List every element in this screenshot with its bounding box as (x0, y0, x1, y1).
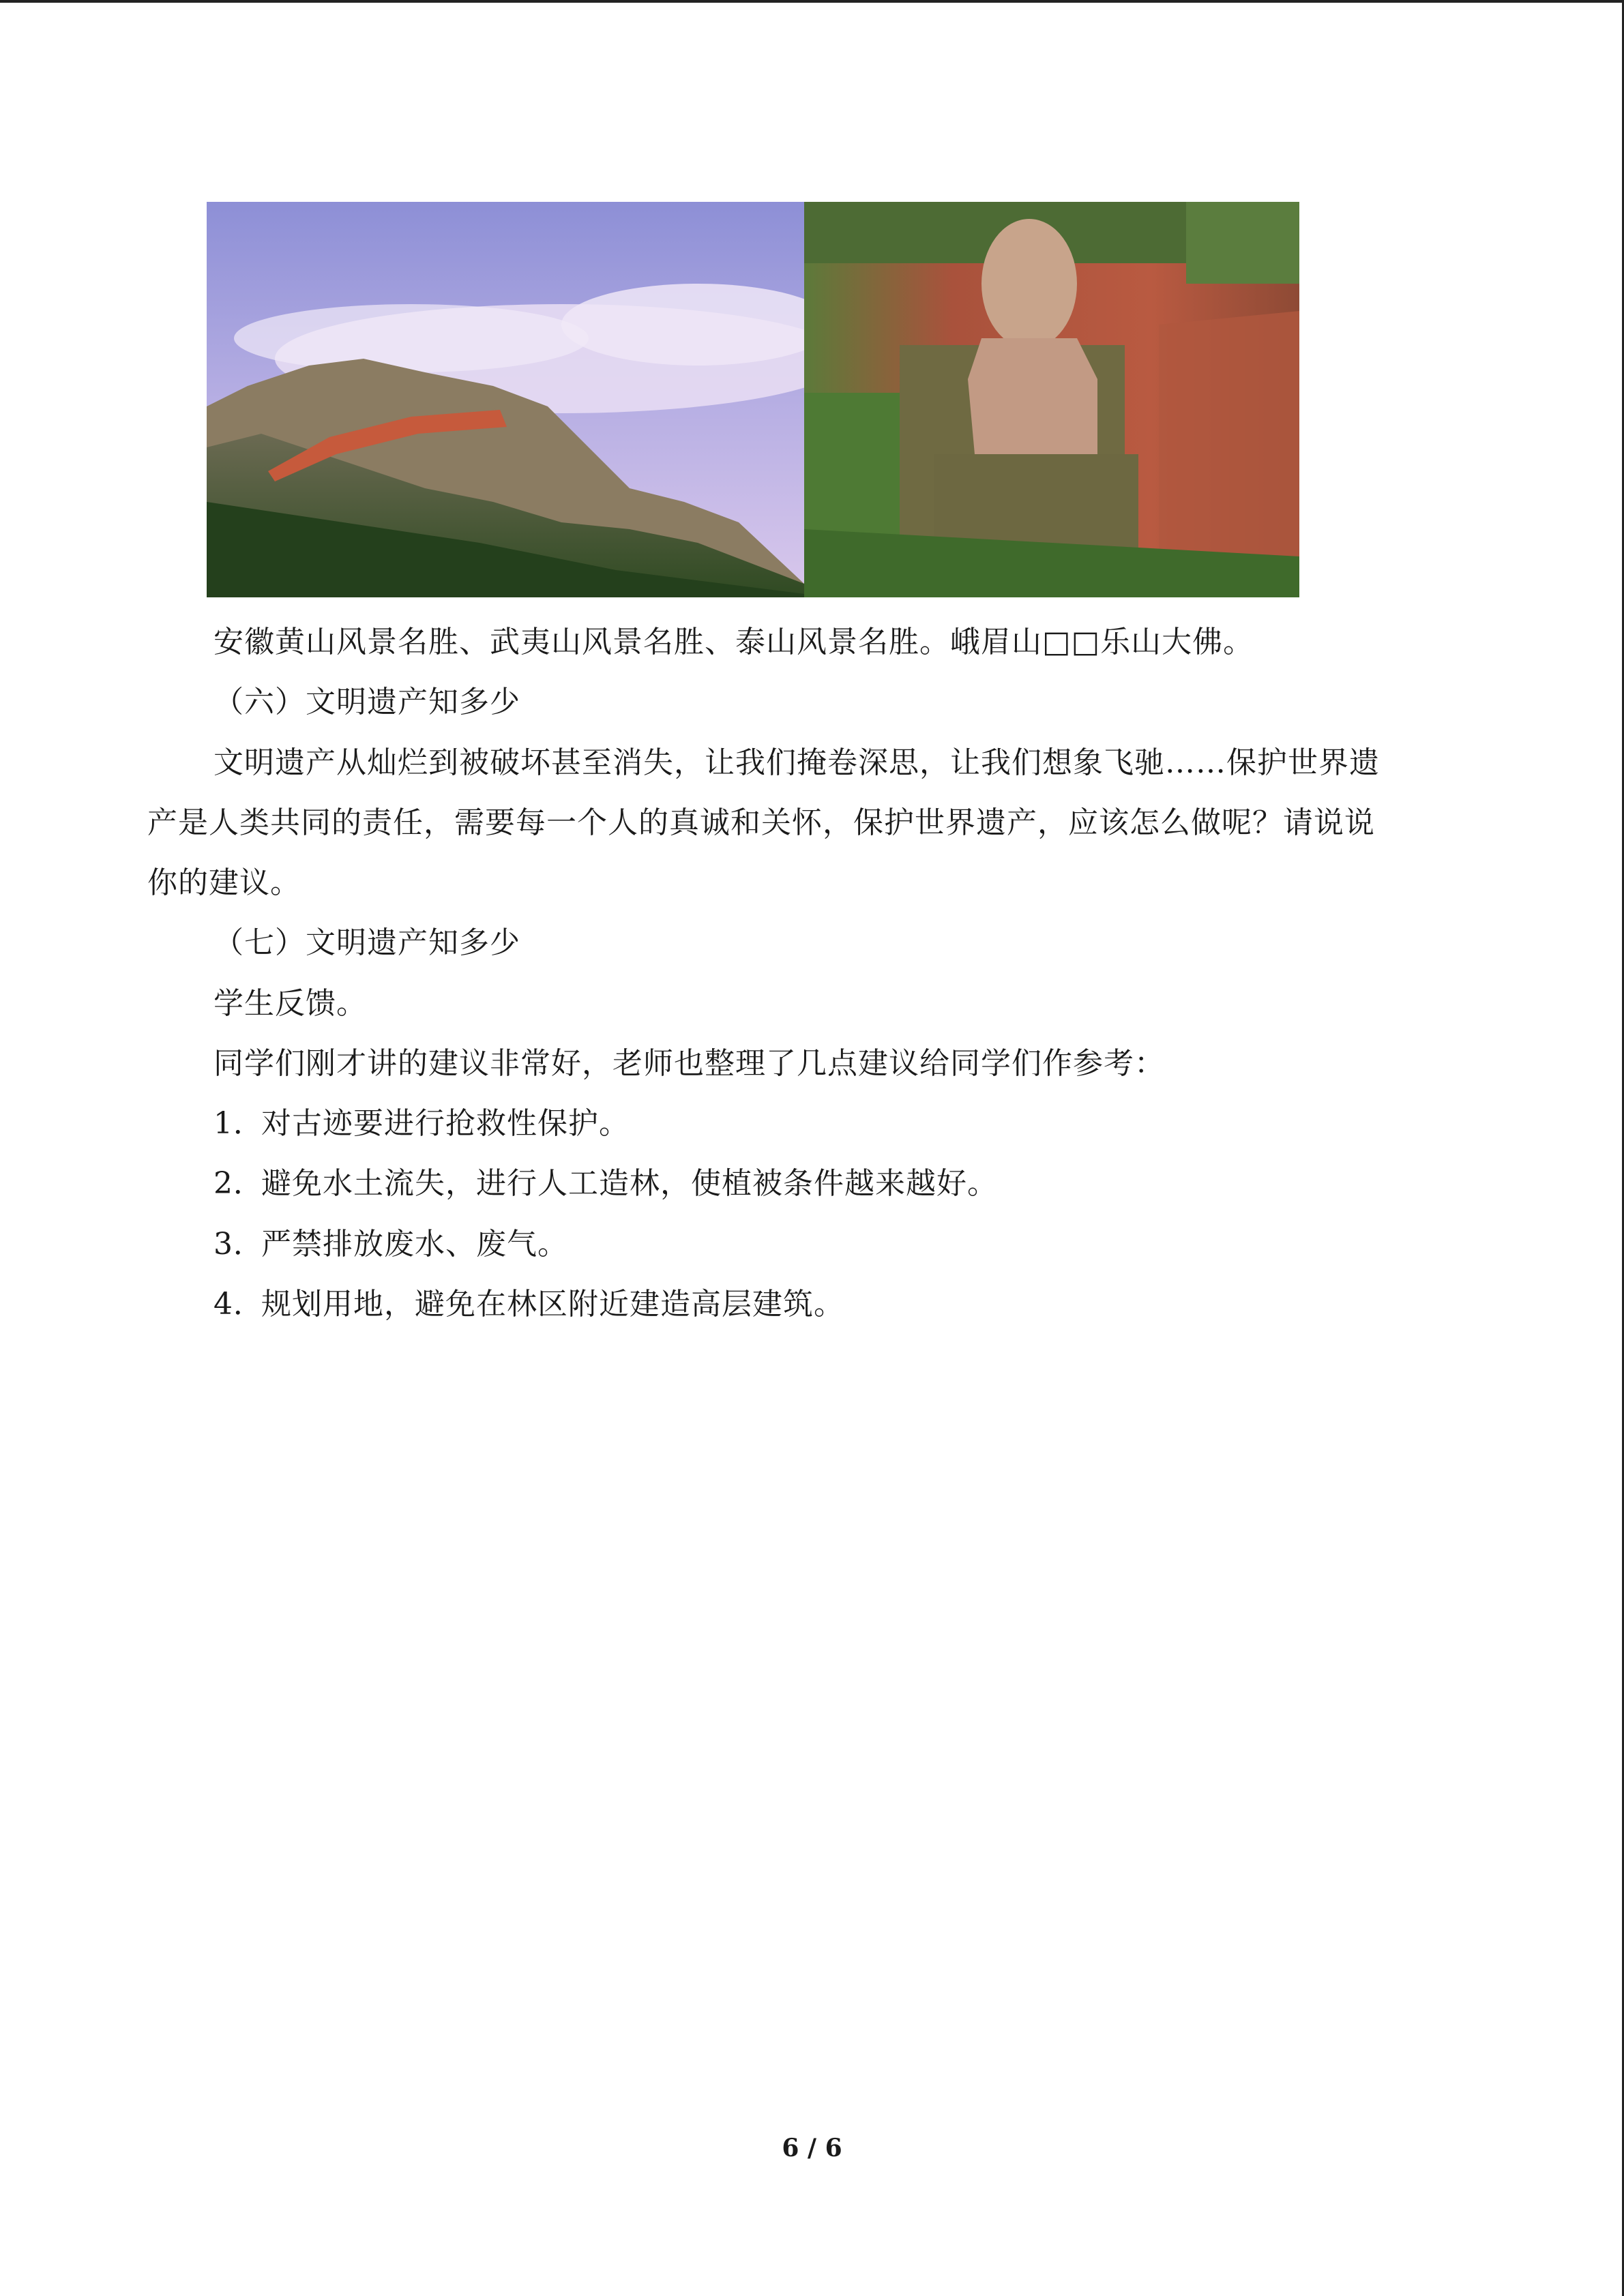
section-6-heading: （六）文明遗产知多少 (213, 685, 520, 719)
suggestion-item (213, 1163, 998, 1204)
section-7-heading: （七）文明遗产知多少 (213, 925, 520, 960)
section-6-paragraph-line-2: 产是人类共同的责任，需要每一个人的真诚和关怀，保护世界遗产，应该怎么做呢？请说说 (147, 805, 1375, 840)
suggestion-number: 3． (213, 1227, 264, 1262)
page-top-border (0, 0, 1624, 3)
suggestions-intro: 同学们刚才讲的建议非常好，老师也整理了几点建议给同学们作参考： (213, 1046, 1165, 1081)
photo-caption: 安徽黄山风景名胜、武夷山风景名胜、泰山风景名胜。峨眉山□□乐山大佛。 (213, 625, 1254, 659)
section-6-paragraph-line-1: 文明遗产从灿烂到被破坏甚至消失，让我们掩卷深思，让我们想象飞驰……保护世界遗 (213, 745, 1380, 780)
student-feedback: 学生反馈。 (213, 986, 367, 1021)
mountain-summit-photo (207, 202, 804, 597)
suggestion-text: 避免水土流失，进行人工造林，使植被条件越来越好。 (261, 1166, 998, 1201)
section-6-paragraph-line-3: 你的建议。 (147, 865, 301, 900)
suggestion-number: 2． (213, 1166, 264, 1201)
photo-strip (207, 202, 1299, 597)
suggestion-number: 1． (213, 1106, 264, 1141)
suggestion-item (213, 1224, 568, 1265)
leshan-giant-buddha-photo (804, 202, 1299, 597)
page-number: 6 / 6 (782, 2134, 842, 2162)
suggestion-number: 4． (213, 1287, 264, 1322)
suggestion-item (213, 1103, 630, 1144)
suggestion-text: 对古迹要进行抢救性保护。 (261, 1106, 630, 1141)
suggestion-text: 规划用地，避免在林区附近建造高层建筑。 (261, 1287, 844, 1322)
suggestion-text: 严禁排放废水、废气。 (261, 1227, 568, 1262)
suggestion-item (213, 1284, 844, 1325)
